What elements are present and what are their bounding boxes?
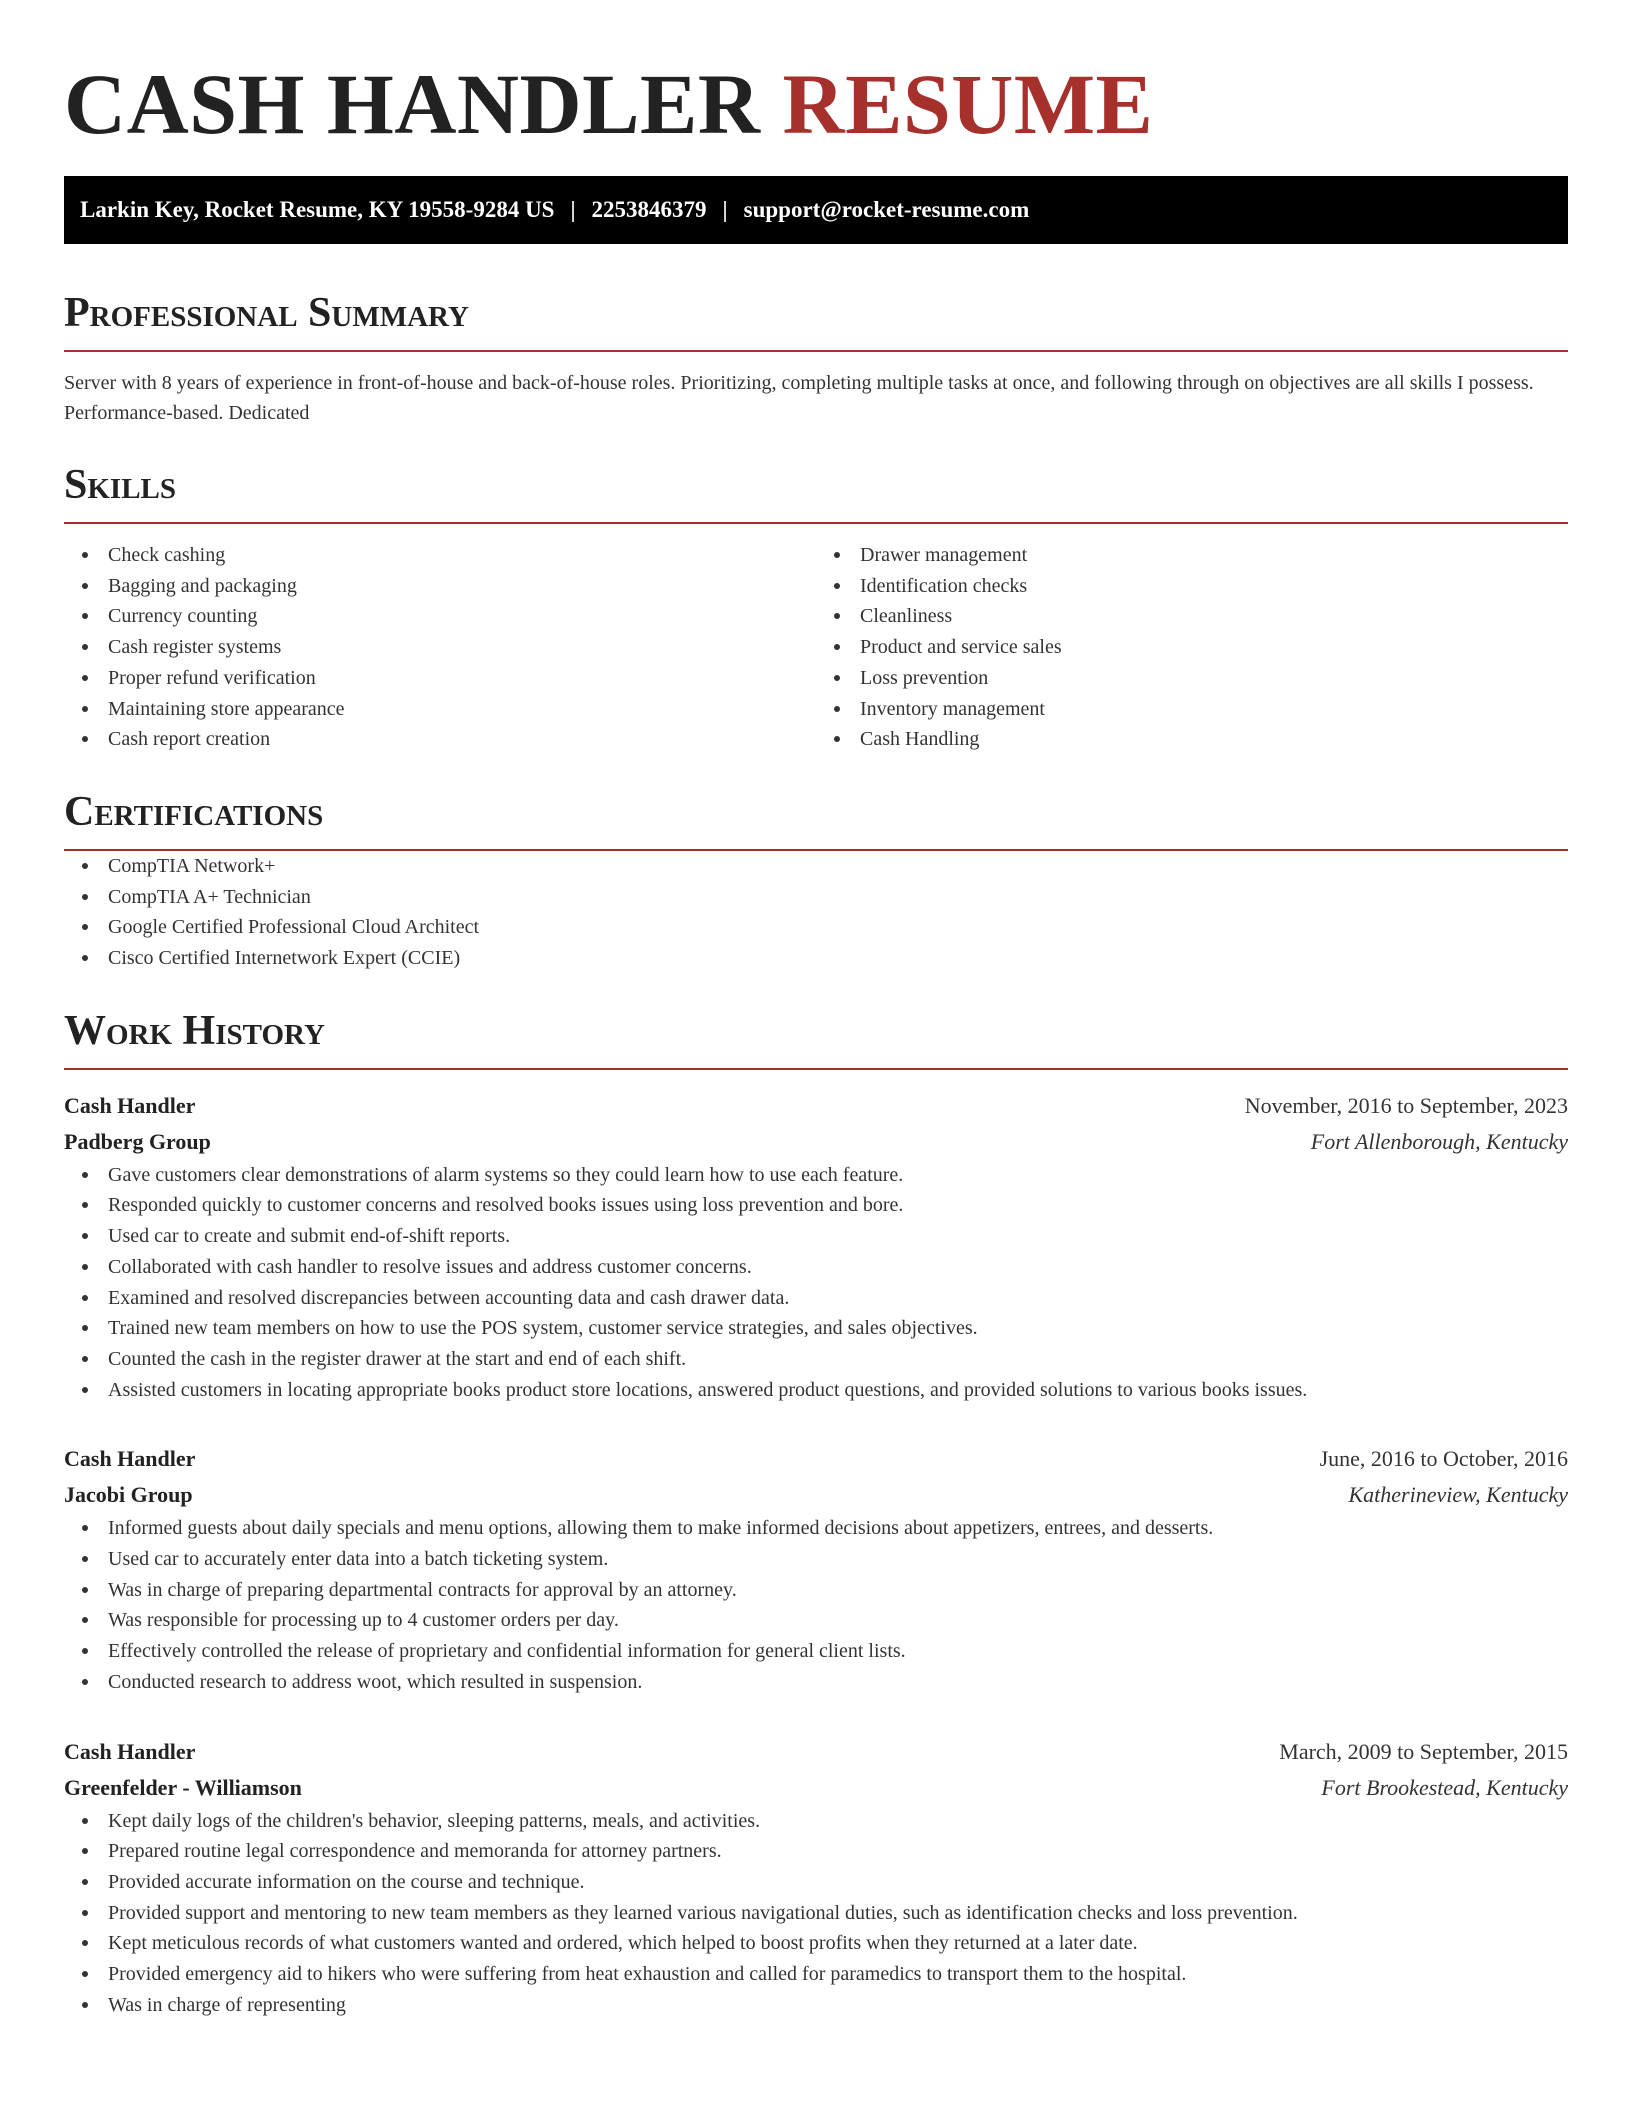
job-company-row xyxy=(64,1124,1568,1160)
job-duty: Used car to create and submit end-of-shift reports. xyxy=(64,1221,1568,1252)
professional-summary-section xyxy=(64,288,1568,428)
job-title: Cash Handler xyxy=(64,1446,196,1472)
contact-phone[interactable]: 2253846379 xyxy=(591,197,707,222)
job-duty: Conducted research to address woot, which resulted in suspension. xyxy=(64,1667,1568,1698)
job-duty: Kept daily logs of the children's behavior, sleeping patterns, meals, and activities. xyxy=(64,1806,1568,1837)
skill-item: Product and service sales xyxy=(816,632,1568,663)
job-entry xyxy=(64,1088,1568,1406)
job-duty: Trained new team members on how to use the POS system, customer service strategies, and sales objectives. xyxy=(64,1313,1568,1344)
job-duty: Prepared routine legal correspondence and memoranda for attorney partners. xyxy=(64,1836,1568,1867)
job-dates: March, 2009 to September, 2015 xyxy=(1279,1738,1568,1764)
job-title-row xyxy=(64,1088,1568,1124)
job-duty: Provided support and mentoring to new team members as they learned various navigational duties, such as identification checks and loss prevention. xyxy=(64,1898,1568,1929)
skill-item: Loss prevention xyxy=(816,663,1568,694)
professional-summary-text: Server with 8 years of experience in front-of-house and back-of-house roles. Prioritizing, completing multiple tasks at once, and following through on objectives are all skills I possess. Performance-based. Dedicated xyxy=(64,372,1534,424)
job-duty: Collaborated with cash handler to resolve issues and address customer concerns. xyxy=(64,1252,1568,1283)
work-history-heading: Work History xyxy=(64,1006,1568,1070)
skills-section xyxy=(64,460,1568,755)
skill-item: Drawer management xyxy=(816,540,1568,571)
job-company: Greenfelder - Williamson xyxy=(64,1774,302,1800)
contact-email[interactable]: support@rocket-resume.com xyxy=(743,197,1030,222)
job-location: Fort Allenborough, Kentucky xyxy=(1310,1128,1568,1154)
job-duties-list xyxy=(64,1513,1568,1697)
skill-item: Currency counting xyxy=(64,601,816,632)
professional-summary-heading: Professional Summary xyxy=(64,288,1568,352)
certifications-section xyxy=(64,787,1568,974)
job-duty: Gave customers clear demonstrations of alarm systems so they could learn how to use each feature. xyxy=(64,1160,1568,1191)
job-duty: Assisted customers in locating appropriate books product store locations, answered product questions, and provided solutions to various books issues. xyxy=(64,1375,1568,1406)
skill-item: Bagging and packaging xyxy=(64,571,816,602)
job-title: Cash Handler xyxy=(64,1738,196,1764)
job-duty: Responded quickly to customer concerns and resolved books issues using loss prevention and bore. xyxy=(64,1190,1568,1221)
job-title-row xyxy=(64,1734,1568,1770)
skills-heading: Skills xyxy=(64,460,1568,524)
job-duty: Was in charge of preparing departmental contracts for approval by an attorney. xyxy=(64,1575,1568,1606)
resume-title xyxy=(64,0,1568,150)
skills-grid xyxy=(64,540,1568,755)
skill-item: Check cashing xyxy=(64,540,816,571)
job-title-row xyxy=(64,1441,1568,1477)
skill-item: Cash register systems xyxy=(64,632,816,663)
job-duty: Kept meticulous records of what customers wanted and ordered, which helped to boost profits when they returned at a later date. xyxy=(64,1928,1568,1959)
title-main: CASH HANDLER xyxy=(64,56,761,152)
skill-item: Maintaining store appearance xyxy=(64,694,816,725)
job-duty: Used car to accurately enter data into a batch ticketing system. xyxy=(64,1544,1568,1575)
job-entry xyxy=(64,1441,1568,1697)
job-company: Jacobi Group xyxy=(64,1482,193,1508)
certifications-heading: Certifications xyxy=(64,787,1568,851)
certification-item: CompTIA Network+ xyxy=(64,851,1568,882)
title-accent: RESUME xyxy=(782,56,1154,152)
job-duty: Effectively controlled the release of proprietary and confidential information for general client lists. xyxy=(64,1636,1568,1667)
contact-address: Larkin Key, Rocket Resume, KY 19558-9284 US xyxy=(80,197,555,222)
skills-list-right xyxy=(816,540,1568,755)
job-duty: Was in charge of representing xyxy=(64,1990,1568,2021)
skill-item: Inventory management xyxy=(816,694,1568,725)
job-duty: Provided accurate information on the course and technique. xyxy=(64,1867,1568,1898)
job-dates: November, 2016 to September, 2023 xyxy=(1244,1092,1568,1118)
job-location: Fort Brookestead, Kentucky xyxy=(1321,1774,1568,1800)
job-dates: June, 2016 to October, 2016 xyxy=(1319,1446,1568,1472)
contact-separator: | xyxy=(570,197,576,222)
skill-item: Cash report creation xyxy=(64,724,816,755)
certification-item: Cisco Certified Internetwork Expert (CCIE) xyxy=(64,943,1568,974)
skills-list-left xyxy=(64,540,816,755)
work-history-section xyxy=(64,1006,1568,2021)
certifications-list xyxy=(64,851,1568,974)
job-duty: Provided emergency aid to hikers who were suffering from heat exhaustion and called for paramedics to transport them to the hospital. xyxy=(64,1959,1568,1990)
job-company-row xyxy=(64,1770,1568,1806)
skill-item: Proper refund verification xyxy=(64,663,816,694)
job-duty: Informed guests about daily specials and menu options, allowing them to make informed decisions about appetizers, entrees, and desserts. xyxy=(64,1513,1568,1544)
job-location: Katherineview, Kentucky xyxy=(1348,1482,1568,1508)
job-duties-list xyxy=(64,1160,1568,1406)
job-entry xyxy=(64,1734,1568,2021)
skill-item: Identification checks xyxy=(816,571,1568,602)
contact-separator: | xyxy=(722,197,728,222)
skill-item: Cash Handling xyxy=(816,724,1568,755)
certification-item: Google Certified Professional Cloud Architect xyxy=(64,912,1568,943)
certification-item: CompTIA A+ Technician xyxy=(64,882,1568,913)
job-company: Padberg Group xyxy=(64,1128,211,1154)
job-duty: Examined and resolved discrepancies between accounting data and cash drawer data. xyxy=(64,1283,1568,1314)
job-duty: Was responsible for processing up to 4 customer orders per day. xyxy=(64,1605,1568,1636)
job-company-row xyxy=(64,1477,1568,1513)
contact-bar xyxy=(64,176,1568,244)
job-duty: Counted the cash in the register drawer at the start and end of each shift. xyxy=(64,1344,1568,1375)
job-duties-list xyxy=(64,1806,1568,2021)
skill-item: Cleanliness xyxy=(816,601,1568,632)
job-title: Cash Handler xyxy=(64,1092,196,1118)
